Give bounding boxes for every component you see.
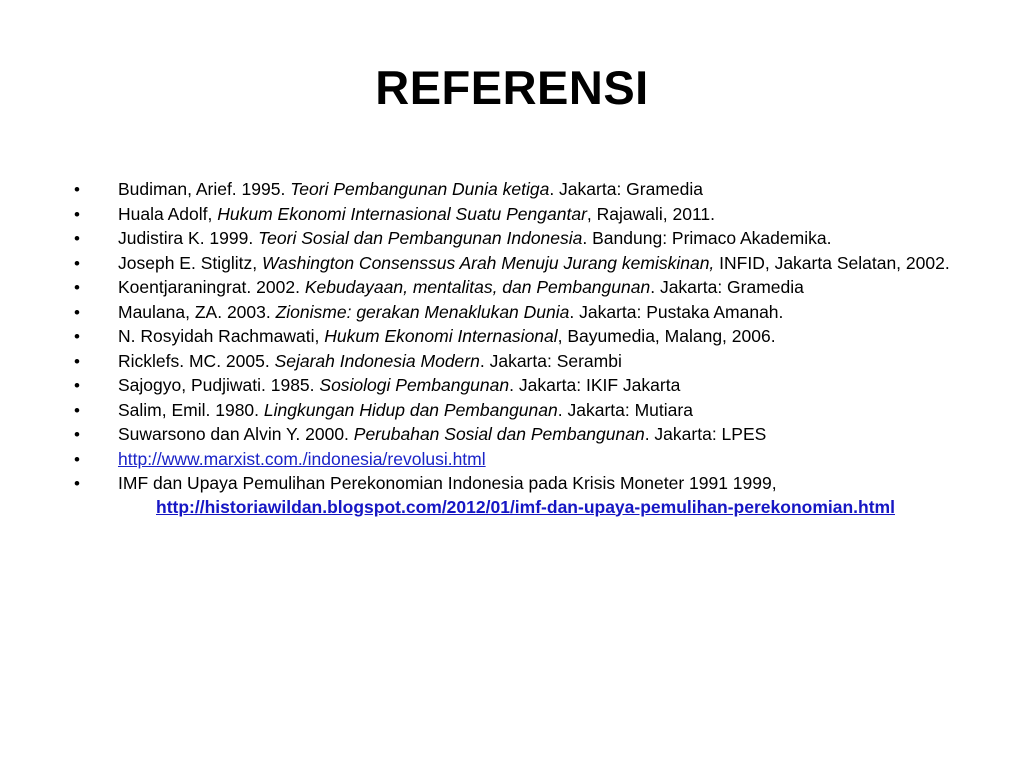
reference-text-part: INFID, Jakarta Selatan, 2002. — [714, 252, 950, 273]
bullet-icon: • — [74, 180, 80, 199]
bullet-icon: • — [74, 474, 80, 493]
reference-text-part: . Jakarta: IKIF Jakarta — [509, 375, 681, 395]
reference-title-italic: Hukum Ekonomi Internasional — [324, 326, 558, 346]
list-item — [66, 399, 986, 423]
reference-title-italic: Sejarah Indonesia Modern — [274, 350, 480, 371]
reference-text — [118, 400, 693, 420]
list-item — [66, 350, 986, 374]
list-item — [66, 276, 986, 300]
reference-title-italic: Kebudayaan, mentalitas, dan Pembangunan — [304, 277, 651, 297]
reference-text — [118, 204, 715, 224]
reference-text — [118, 375, 680, 395]
list-item — [66, 448, 986, 472]
reference-text-part: . Jakarta: Gramedia — [650, 277, 804, 297]
list-item — [66, 178, 986, 202]
reference-title-italic: Hukum Ekonomi Internasional Suatu Pengantar — [217, 203, 587, 224]
reference-text-part: Budiman, Arief. 1995. — [118, 179, 291, 199]
reference-text — [118, 473, 986, 519]
bullet-icon: • — [74, 376, 80, 395]
reference-text — [118, 253, 950, 273]
reference-text-part: . Bandung: Primaco Akademika. — [582, 228, 832, 248]
bullet-icon: • — [74, 278, 80, 297]
reference-text — [118, 228, 831, 248]
reference-text-part: . Jakarta: Mutiara — [557, 399, 693, 420]
reference-title-italic: Zionisme: gerakan Menaklukan Dunia — [275, 301, 570, 322]
reference-text-part: . Jakarta: LPES — [644, 424, 767, 444]
reference-text — [118, 302, 783, 322]
list-item — [66, 374, 986, 398]
reference-link[interactable]: http://www.marxist.com./indonesia/revolusi.html — [118, 448, 486, 469]
bullet-icon: • — [74, 253, 80, 273]
list-item — [66, 301, 986, 325]
reference-text — [118, 277, 804, 297]
reference-text-part: Salim, Emil. 1980. — [118, 399, 264, 420]
list-item — [66, 423, 986, 447]
list-item — [66, 203, 986, 227]
reference-title-italic: Teori Pembangunan Dunia ketiga — [290, 179, 550, 199]
bullet-icon: • — [74, 204, 80, 224]
reference-title-italic: Teori Sosial dan Pembangunan Indonesia — [258, 228, 583, 248]
reference-text-part: Sajogyo, Pudjiwati. 1985. — [118, 375, 320, 395]
reference-text-part: IMF dan Upaya Pemulihan Perekonomian Indonesia pada Krisis Moneter 1991 1999, — [118, 473, 777, 493]
reference-text-part: , Bayumedia, Malang, 2006. — [557, 326, 776, 346]
reference-text-part: Koentjaraningrat. 2002. — [118, 277, 305, 297]
bullet-icon: • — [74, 351, 80, 371]
reference-text — [118, 424, 766, 444]
reference-text-part: Maulana, ZA. 2003. — [118, 301, 276, 322]
bullet-icon: • — [74, 327, 80, 346]
page-title: REFERENSI — [375, 61, 649, 114]
reference-title-italic: Perubahan Sosial dan Pembangunan — [353, 424, 645, 444]
reference-text — [118, 449, 486, 469]
reference-text-part: . Jakarta: Gramedia — [549, 179, 703, 199]
reference-text — [118, 351, 622, 371]
reference-text-part: . Jakarta: Serambi — [479, 350, 622, 371]
reference-text-part: Ricklefs. MC. 2005. — [118, 350, 275, 371]
reference-title-italic: Sosiologi Pembangunan — [319, 375, 510, 395]
reference-title-italic: Lingkungan Hidup dan Pembangunan — [263, 399, 558, 420]
reference-text-part: . Jakarta: Pustaka Amanah. — [569, 301, 784, 322]
reference-text-part: Suwarsono dan Alvin Y. 2000. — [118, 424, 354, 444]
reference-text-part: N. Rosyidah Rachmawati, — [118, 326, 325, 346]
reference-text — [118, 326, 776, 346]
bullet-icon: • — [74, 425, 80, 444]
list-item — [66, 325, 986, 349]
reference-link-bold[interactable]: http://historiawildan.blogspot.com/2012/01/imf-dan-upaya-pemulihan-perekonomian.html — [156, 496, 895, 517]
reference-text — [118, 179, 703, 199]
reference-text-part: Joseph E. Stiglitz, — [118, 252, 262, 273]
bullet-icon: • — [74, 229, 80, 248]
reference-text-part: , Rajawali, 2011. — [586, 203, 715, 224]
bullet-icon: • — [74, 302, 80, 322]
bullet-icon: • — [74, 449, 80, 469]
reference-title-italic: Washington Consenssus Arah Menuju Jurang kemiskinan, — [261, 252, 715, 273]
list-item — [66, 472, 986, 519]
list-item — [66, 227, 986, 251]
reference-text-part: Judistira K. 1999. — [118, 228, 259, 248]
list-item — [66, 252, 986, 276]
reference-text-part: Huala Adolf, — [118, 203, 218, 224]
bullet-icon: • — [74, 400, 80, 420]
reference-list — [66, 178, 986, 520]
